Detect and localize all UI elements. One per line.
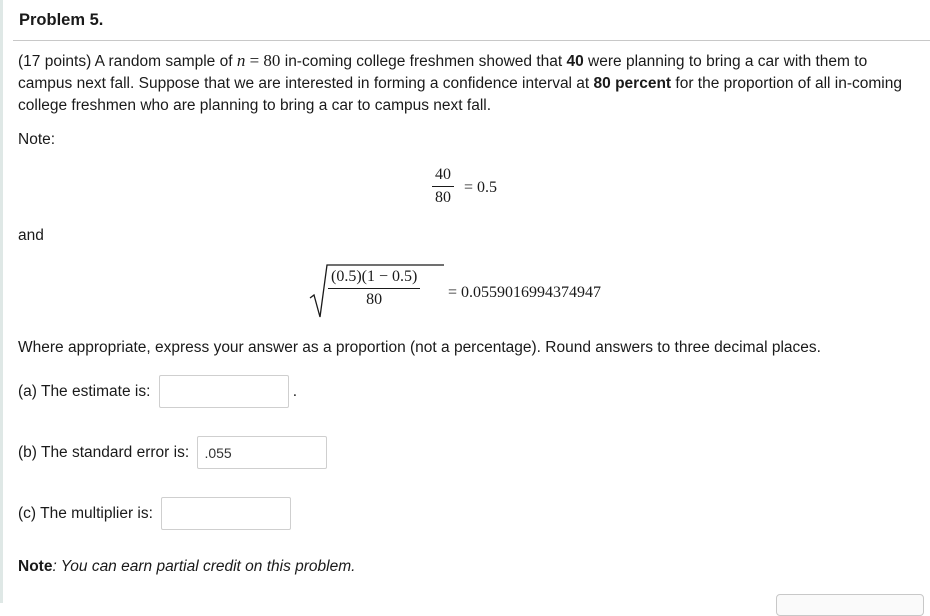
- page-left-rule: [0, 0, 3, 603]
- question-c: [18, 497, 291, 530]
- question-b: [18, 436, 327, 469]
- statement-part-2: in-coming college freshmen showed that: [280, 53, 567, 70]
- partial-credit-note: [18, 558, 355, 576]
- fraction-numerator: 40: [432, 166, 454, 187]
- question-a-period: .: [292, 382, 297, 400]
- se-numerator: (0.5)(1 − 0.5): [328, 268, 420, 289]
- proportion-result: = 0.5: [464, 179, 498, 196]
- statement-part-1: (17 points) A random sample of: [18, 53, 237, 70]
- standard-error-fraction: [328, 268, 420, 309]
- se-denominator: 80: [366, 291, 383, 308]
- success-count: 40: [566, 53, 584, 70]
- multiplier-input[interactable]: [161, 497, 291, 530]
- statement-part-4: for the proportion of all in-coming college freshmen who are planning to bring a car to campus next fall.: [18, 75, 902, 114]
- and-label: and: [18, 227, 44, 244]
- instructions: Where appropriate, express your answer as a proportion (not a percentage). Round answers to three decimal places.: [18, 339, 821, 356]
- submit-button-partial[interactable]: [776, 594, 924, 616]
- n-variable: n: [236, 51, 246, 70]
- credit-note-text: : You can earn partial credit on this problem.: [52, 558, 356, 575]
- confidence-level: 80 percent: [593, 75, 672, 92]
- question-c-label: (c) The multiplier is:: [18, 504, 158, 522]
- proportion-fraction: [432, 166, 454, 207]
- question-a: [18, 375, 297, 408]
- credit-note-bold: Note: [18, 558, 53, 575]
- n-value: = 80: [245, 51, 281, 70]
- note-label: Note:: [18, 131, 56, 148]
- title-divider: [13, 40, 930, 41]
- fraction-denominator: 80: [435, 189, 451, 206]
- problem-statement: [18, 50, 923, 117]
- standard-error-result: = 0.0559016994374947: [448, 284, 602, 301]
- problem-title: Problem 5.: [19, 11, 104, 29]
- question-a-label: (a) The estimate is:: [18, 382, 155, 400]
- statement-part-3: were planning to bring a car with them to campus next fall. Suppose that we are interested in forming a confidence interval at: [18, 53, 868, 92]
- standard-error-input[interactable]: [197, 436, 327, 469]
- question-b-label: (b) The standard error is:: [18, 443, 194, 461]
- estimate-input[interactable]: [159, 375, 289, 408]
